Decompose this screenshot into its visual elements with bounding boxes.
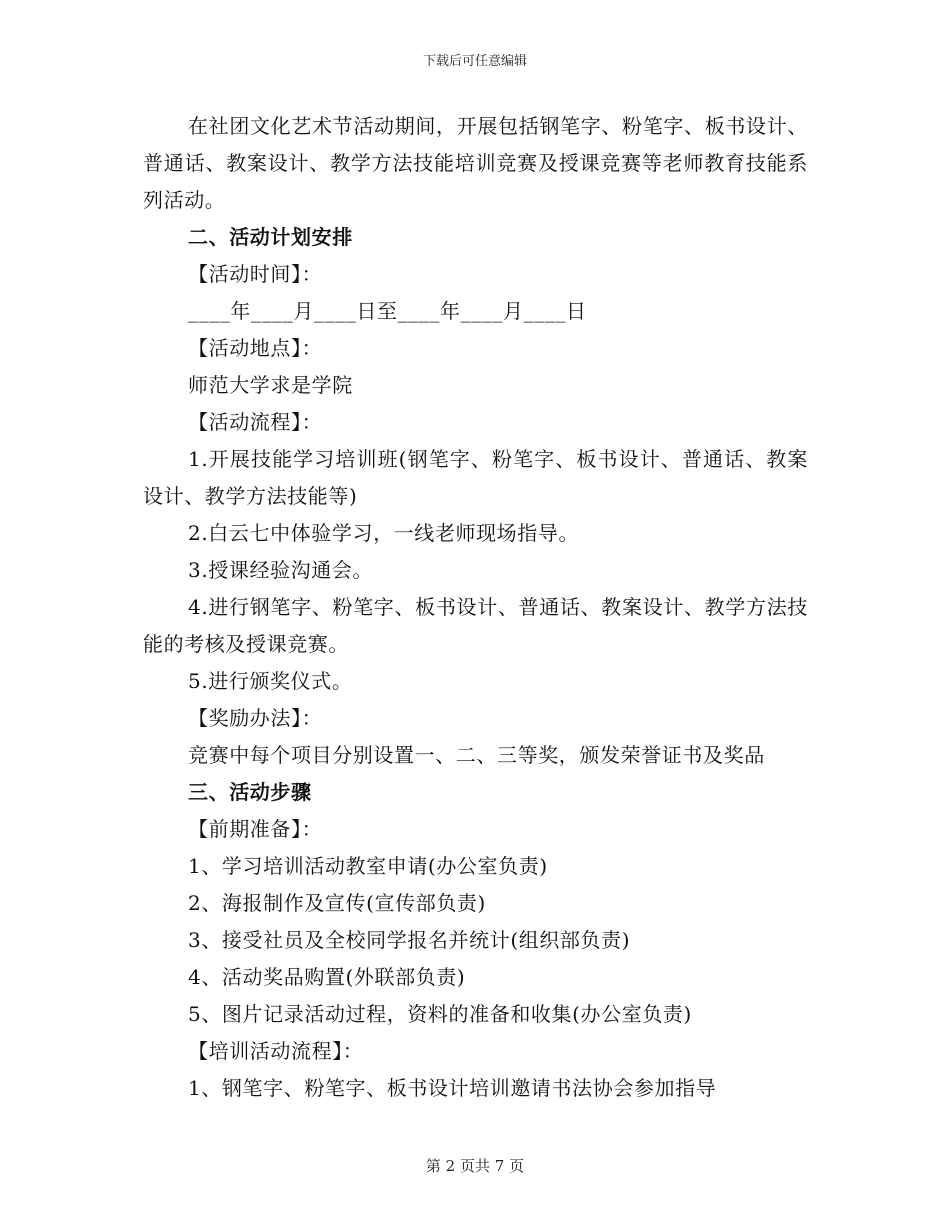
prep-item: 5、图片记录活动过程，资料的准备和收集(办公室负责): [188, 1002, 692, 1026]
process-item: 4.进行钢笔字、粉笔字、板书设计、普通话、教案设计、教学方法技能的考核及授课竞赛。: [143, 595, 808, 656]
section-3-heading: 三、活动步骤: [188, 780, 312, 804]
activity-process-label: 【活动流程】：: [188, 410, 323, 434]
document-body: [143, 108, 808, 1107]
process-item: 3.授课经验沟通会。: [188, 558, 374, 582]
page-header-note: 下载后可任意编辑: [422, 54, 527, 69]
training-item: 1、钢笔字、粉笔字、板书设计培训邀请书法协会参加指导: [188, 1076, 717, 1100]
section-2-heading: 二、活动计划安排: [188, 225, 353, 249]
prep-item: 4、活动奖品购置(外联部负责): [188, 965, 466, 989]
activity-place-label: 【活动地点】：: [188, 336, 323, 360]
activity-time-value: ____年____月____日至____年____月____日: [188, 299, 587, 323]
prep-label: 【前期准备】：: [188, 817, 323, 841]
intro-paragraph: 在社团文化艺术节活动期间，开展包括钢笔字、粉笔字、板书设计、普通话、教案设计、教学方法技能培训竞赛及授课竞赛等老师教育技能系列活动。: [143, 114, 808, 212]
process-item: 1.开展技能学习培训班(钢笔字、粉笔字、板书设计、普通话、教案设计、教学方法技能等): [143, 447, 808, 508]
reward-value: 竞赛中每个项目分别设置一、二、三等奖，颁发荣誉证书及奖品: [188, 743, 765, 767]
reward-label: 【奖励办法】：: [188, 706, 323, 730]
prep-item: 3、接受社员及全校同学报名并统计(组织部负责): [188, 928, 631, 952]
training-label: 【培训活动流程】：: [188, 1039, 364, 1063]
activity-place-value: 师范大学求是学院: [188, 373, 353, 397]
process-item: 2.白云七中体验学习，一线老师现场指导。: [188, 521, 580, 545]
page-number: 第 2 页共 7 页: [425, 1157, 525, 1175]
prep-item: 1、学习培训活动教室申请(办公室负责): [188, 854, 548, 878]
activity-time-label: 【活动时间】：: [188, 262, 323, 286]
process-item: 5.进行颁奖仪式。: [188, 669, 353, 693]
prep-item: 2、海报制作及宣传(宣传部负责): [188, 891, 486, 915]
